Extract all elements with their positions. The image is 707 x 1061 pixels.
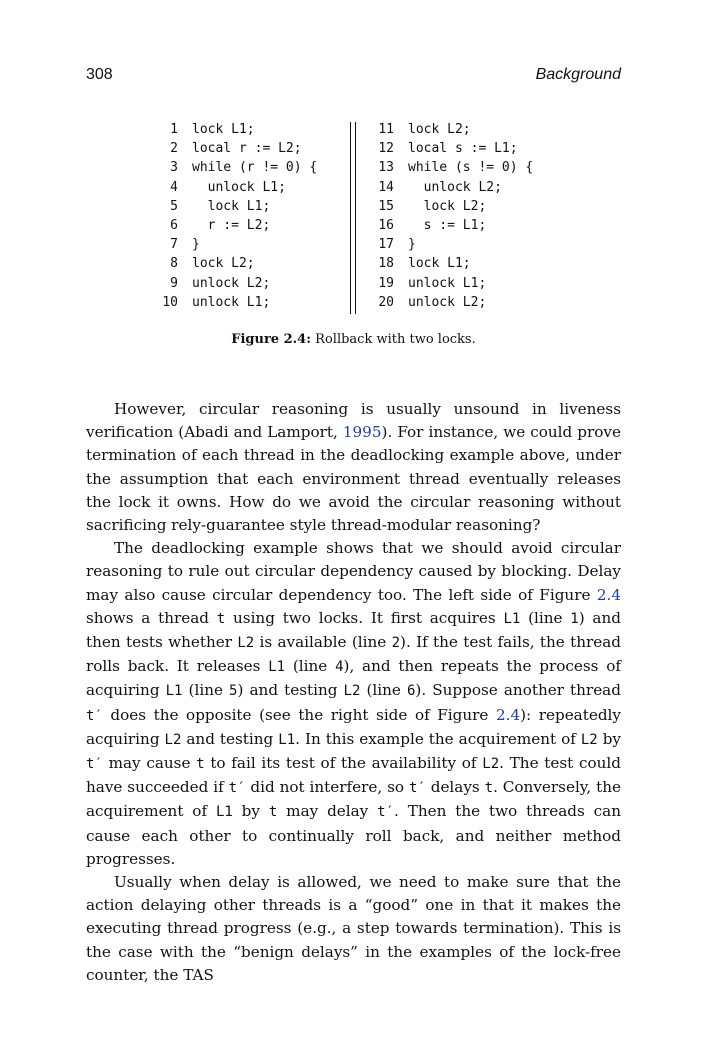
text-run: to fail its test of the availability of: [204, 754, 483, 773]
code-token: t′: [408, 780, 426, 797]
text-run: (line: [360, 681, 407, 700]
code-line: [150, 216, 317, 235]
line-number: 15: [378, 198, 394, 214]
text-run: Usually when delay is allowed, we need to make sure that the action delaying other threads is a “good” one in that it makes the executing thread progress (e.g., a step towards termination). This is the case with the “benign delays” in the examples of the lock-free counter, the TAS: [86, 873, 621, 984]
code-line: [366, 216, 533, 235]
line-number: 10: [162, 294, 178, 310]
code-token: L2: [580, 731, 598, 748]
text-run: delays: [425, 778, 485, 797]
text-run: shows a thread: [86, 608, 217, 627]
code-text: }: [192, 237, 200, 253]
code-token: 6: [406, 683, 416, 700]
code-text: lock L1;: [192, 198, 271, 214]
code-text: r := L2;: [192, 218, 271, 234]
code-text: }: [408, 237, 416, 253]
code-token: t: [484, 780, 494, 797]
code-token: L2: [164, 731, 182, 748]
paragraph-2: [86, 537, 621, 871]
right-code-listing: [366, 120, 533, 312]
code-line: [366, 293, 533, 312]
body-text: [86, 398, 621, 987]
text-run: (line: [520, 608, 571, 627]
code-line: [366, 274, 533, 293]
line-number: 1: [170, 122, 178, 137]
left-code-listing: [150, 120, 317, 312]
text-run: . In this example the acquirement of: [295, 729, 581, 748]
code-text: lock L2;: [192, 256, 255, 272]
code-line: [150, 158, 317, 177]
citation-link[interactable]: 2.4: [596, 585, 621, 604]
caption-label: Figure 2.4:: [231, 332, 312, 347]
line-number: 5: [170, 198, 178, 214]
code-text: s := L1;: [408, 218, 487, 234]
code-line: [366, 197, 533, 216]
code-token: L2: [343, 683, 361, 700]
caption-text: Rollback with two locks.: [315, 332, 476, 347]
text-run: However, circular reasoning is usually unsound in liveness verification (Abadi and Lamport,: [86, 400, 621, 442]
code-line: [150, 197, 317, 216]
code-token: 2: [391, 635, 401, 652]
paragraph-3: [86, 871, 621, 987]
code-token: t′: [86, 707, 103, 724]
line-number: 3: [170, 160, 178, 176]
code-text: unlock L1;: [192, 294, 271, 310]
code-line: [366, 139, 533, 158]
text-run: The deadlocking example shows that we should avoid circular reasoning to rule out circular dependency caused by blocking. Delay may also cause circular dependency too. The left side of Figure: [86, 539, 621, 604]
text-run: (line: [182, 681, 230, 700]
code-token: t: [216, 610, 226, 627]
code-text: lock L1;: [408, 256, 471, 272]
citation-link[interactable]: 2.4: [495, 705, 521, 724]
code-line: [150, 120, 317, 139]
line-number: 14: [378, 179, 394, 195]
code-token: L1: [268, 659, 286, 676]
code-text: lock L2;: [408, 198, 487, 214]
line-number: 12: [378, 141, 394, 157]
code-text: lock L2;: [408, 122, 471, 137]
code-line: [366, 178, 533, 197]
text-run: ), and then repeats the process of acquiring: [86, 657, 621, 700]
code-line: [366, 158, 533, 177]
line-number: 16: [378, 218, 394, 234]
code-line: [150, 293, 317, 312]
code-token: t′: [86, 756, 103, 773]
line-number: 8: [170, 256, 178, 272]
citation-link[interactable]: 1995: [342, 423, 382, 442]
code-line: [150, 178, 317, 197]
code-line: [150, 254, 317, 273]
text-run: ) and testing: [237, 681, 344, 700]
text-run: ) and then tests whether: [86, 608, 621, 652]
text-run: . The test could have succeeded if: [86, 754, 621, 797]
code-line: [366, 120, 533, 139]
line-number: 19: [378, 275, 394, 291]
code-text: unlock L1;: [192, 179, 286, 195]
code-figure: [150, 120, 570, 316]
code-token: t′: [228, 780, 246, 797]
code-token: t: [268, 804, 278, 821]
code-token: L2: [237, 635, 255, 652]
line-number: 17: [378, 237, 394, 253]
code-token: t: [196, 756, 205, 773]
code-text: unlock L2;: [408, 294, 487, 310]
code-token: t′: [377, 804, 394, 821]
text-run: did not interfere, so: [245, 778, 409, 797]
text-run: ). For instance, we could prove termination of each thread in the deadlocking example above, under the assumption that each environment thread eventually releases the lock it owns. How do we avoid the circular reasoning without sacrificing rely-guarantee style thread-modular reasoning?: [86, 423, 621, 535]
paragraph-1: [86, 398, 621, 537]
code-token: L1: [278, 731, 296, 748]
code-line: [150, 235, 317, 254]
text-run: . Then the two threads can cause each other to continually roll back, and neither method progresses.: [86, 802, 621, 868]
text-run: ). If the test fails, the thread rolls back. It releases: [86, 633, 621, 676]
code-token: L1: [215, 804, 233, 821]
text-run: by: [597, 729, 621, 748]
code-text: unlock L1;: [408, 275, 487, 291]
code-text: local r := L2;: [192, 141, 302, 157]
line-number: 11: [378, 122, 394, 137]
text-run: using two locks. It first acquires: [225, 608, 504, 627]
code-token: L1: [165, 683, 183, 700]
text-run: may cause: [102, 754, 197, 773]
code-line: [366, 235, 533, 254]
text-run: . Conversely, the acquirement of: [86, 778, 621, 821]
code-token: L2: [482, 756, 500, 773]
text-run: and testing: [181, 729, 279, 748]
code-text: while (s != 0) {: [408, 160, 534, 176]
code-token: L1: [503, 610, 521, 627]
line-number: 4: [170, 179, 178, 195]
text-run: may delay: [277, 802, 378, 821]
text-run: does the opposite (see the right side of Figure: [102, 705, 496, 724]
running-head: Background: [535, 66, 621, 83]
text-run: ): repeatedly acquiring: [86, 705, 621, 748]
line-number: 6: [170, 218, 178, 234]
line-number: 20: [378, 294, 394, 310]
code-text: unlock L2;: [408, 179, 502, 195]
line-number: 18: [378, 256, 394, 272]
text-run: ). Suppose another thread: [415, 681, 621, 700]
line-number: 9: [170, 275, 178, 291]
code-text: local s := L1;: [408, 141, 518, 157]
text-run: is available (line: [254, 633, 392, 652]
code-text: while (r != 0) {: [192, 160, 318, 176]
line-number: 2: [170, 141, 178, 157]
line-number: 13: [378, 160, 394, 176]
code-text: unlock L2;: [192, 275, 271, 291]
code-line: [150, 139, 317, 158]
figure-caption: [0, 332, 707, 347]
thread-divider: [350, 122, 356, 314]
code-token: 1: [570, 610, 579, 627]
code-token: 4: [335, 659, 344, 676]
line-number: 7: [170, 237, 178, 253]
code-line: [150, 274, 317, 293]
code-token: 5: [229, 683, 238, 700]
text-run: by: [232, 802, 269, 821]
page-number: 308: [86, 66, 113, 83]
text-run: (line: [285, 657, 336, 676]
code-line: [366, 254, 533, 273]
code-text: lock L1;: [192, 122, 255, 137]
